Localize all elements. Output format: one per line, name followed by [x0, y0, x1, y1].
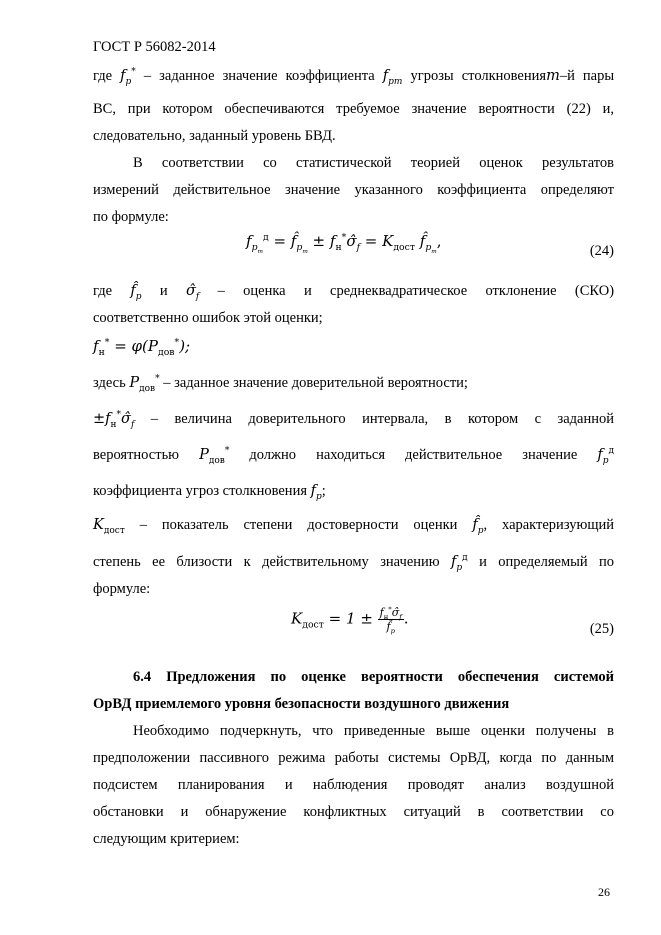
paragraph-line: измерений действительное значение указанного коэффициента определяют [93, 182, 614, 198]
paragraph-line: следующим критерием: [93, 831, 240, 847]
paragraph-line: степень ее близости к действительному значению $f_p^д$ и определяемый по [93, 553, 615, 573]
paragraph-line: В соответствии со статистической теорией оценок результатов [133, 155, 614, 171]
paragraph-line: вероятностью $P_{дов}^*$ должно находиться действительное значение $f_p^д$ [93, 446, 615, 466]
paragraph-line: где $f̂_p$ и $\sigmâ_f$ – оценка и среднеквадратическое отклонение (СКО) [93, 283, 615, 302]
paragraph-line: коэффициента угроз столкновения $f_p$; [93, 483, 326, 502]
paragraph-line: обстановки и обнаружение конфликтных ситуаций в соответствии со [93, 804, 614, 820]
document-header: ГОСТ Р 56082-2014 [93, 39, 216, 55]
formula-25: $K_{дост} = 1$ ± $\frac{f_н^*\sigmâ_f}{f̂_p}$ . [291, 605, 409, 636]
paragraph-line: где $f_p^*$ – заданное значение коэффициента $f_{pm}$ угрозы столкновенияm–й пары [93, 67, 615, 87]
math-p-dov: $P_{дов}^*$ [129, 374, 160, 394]
page-number: 26 [598, 885, 610, 899]
paragraph-line: ВС, при котором обеспечиваются требуемое значение вероятности (22) и, [93, 101, 614, 117]
formula-24: $f_{p_m}^д$ = $f̂_{p_m}$ ± $f_н^*\sigmâ_f = K_{дост}$ $f̂_{p_m}$, [246, 232, 442, 255]
section-heading: 6.4 Предложения по оценке вероятности обеспечения системой [133, 669, 614, 685]
paragraph-line: соответственно ошибок этой оценки; [93, 310, 323, 326]
paragraph-line: $K_{дост}$ – показатель степени достоверности оценки $f̂_p$, характеризующий [93, 517, 615, 536]
math-fp: $f_p$ [310, 483, 322, 502]
math-fp-d: $f_p^д$ [597, 446, 615, 466]
math-fpm: $f_{pm}$ [382, 68, 403, 87]
paragraph-line: $\pm f_н^*\sigmâ_f$ – величина доверительного интервала, в котором с заданной [93, 410, 615, 430]
formula-fn: $f_н^* = \varphi(P_{дов}^*)$; [93, 337, 191, 358]
paragraph-line: подсистем планирования и наблюдения проводят анализ воздушной [93, 777, 614, 793]
paragraph-line: Необходимо подчеркнуть, что приведенные выше оценки получены в [133, 723, 614, 739]
math-fp-hat: $f̂_p$ [472, 517, 484, 536]
math-sigma-hat: $\sigmâ_f$ [185, 283, 200, 302]
equation-number: (25) [589, 621, 614, 637]
section-heading-line: ОрВД приемлемого уровня безопасности воздушного движения [93, 696, 510, 712]
equation-number: (24) [589, 243, 614, 259]
paragraph-line: формуле: [93, 581, 151, 597]
paragraph-line: по формуле: [93, 209, 169, 225]
math-fp-d: $f_p^д$ [451, 553, 468, 573]
math-p-dov: $P_{дов}^*$ [199, 446, 230, 466]
paragraph-line: здесь $P_{дов}^*$ – заданное значение доверительной вероятности; [93, 374, 468, 394]
math-interval: $\pm f_н^*\sigmâ_f$ [93, 410, 135, 430]
paragraph-line: следовательно, заданный уровень БВД. [93, 128, 336, 144]
paragraph-line: предположении пассивного режима работы системы ОрВД, когда по данным [93, 750, 614, 766]
math-fp-star: $f_p^*$ [120, 67, 136, 87]
math-k-dost: $K_{дост}$ [93, 517, 125, 536]
math-fp-hat: $f̂_p$ [130, 283, 142, 302]
